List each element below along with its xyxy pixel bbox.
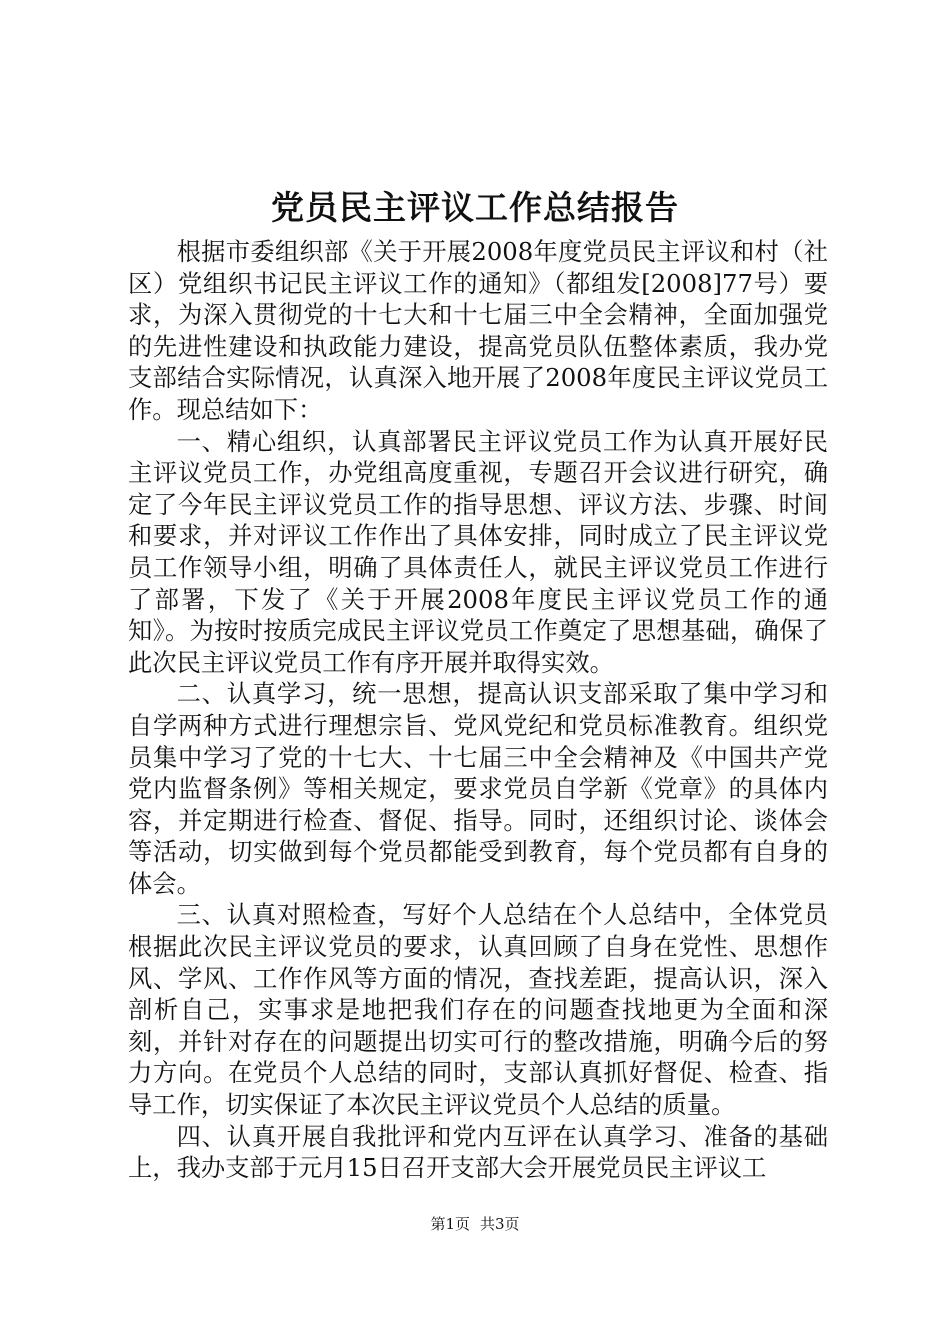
document-title: 党员民主评议工作总结报告 [271,188,679,227]
page-number: 第1页 [430,1215,470,1233]
page-footer [0,1214,950,1234]
paragraph-section-4: 四、认真开展自我批评和党内互评在认真学习、准备的基础上，我办支部于元月15日召开支部大会开展党员民主评议工 [128,1121,828,1183]
paragraph-intro: 根据市委组织部《关于开展2008年度党员民主评议和村（社区）党组织书记民主评议工作的通知》（都组发[2008]77号）要求，为深入贯彻党的十七大和十七届三中全会精神，全面加强党的先进性建设和执政能力建设，提高党员队伍整体素质，我办党支部结合实际情况，认真深入地开展了2008年度民主评议党员工作。现总结如下： [128,237,828,424]
paragraph-section-1: 一、精心组织，认真部署民主评议党员工作为认真开展好民主评议党员工作，办党组高度重视，专题召开会议进行研究，确定了今年民主评议党员工作的指导思想、评议方法、步骤、时间和要求，并对评议工作作出了具体安排，同时成立了民主评议党员工作领导小组，明确了具体责任人，就民主评议党员工作进行了部署，下发了《关于开展2008年度民主评议党员工作的通知》。为按时按质完成民主评议党员工作奠定了思想基础，确保了此次民主评议党员工作有序开展并取得实效。 [128,426,828,677]
page-total: 共3页 [480,1215,520,1233]
paragraph-section-3: 三、认真对照检查，写好个人总结在个人总结中，全体党员根据此次民主评议党员的要求，认真回顾了自身在党性、思想作风、学风、工作作风等方面的情况，查找差距，提高认识，深入剖析自己，实事求是地把我们存在的问题查找地更为全面和深刻，并针对存在的问题提出切实可行的整改措施，明确今后的努力方向。在党员个人总结的同时，支部认真抓好督促、检查、指导工作，切实保证了本次民主评议党员个人总结的质量。 [128,900,828,1120]
paragraph-section-2: 二、认真学习，统一思想，提高认识支部采取了集中学习和自学两种方式进行理想宗旨、党风党纪和党员标准教育。组织党员集中学习了党的十七大、十七届三中全会精神及《中国共产党党内监督条例》等相关规定，要求党员自学新《党章》的具体内容，并定期进行检查、督促、指导。同时，还组织讨论、谈体会等活动，切实做到每个党员都能受到教育，每个党员都有自身的体会。 [128,679,828,898]
document-body [128,236,828,1184]
